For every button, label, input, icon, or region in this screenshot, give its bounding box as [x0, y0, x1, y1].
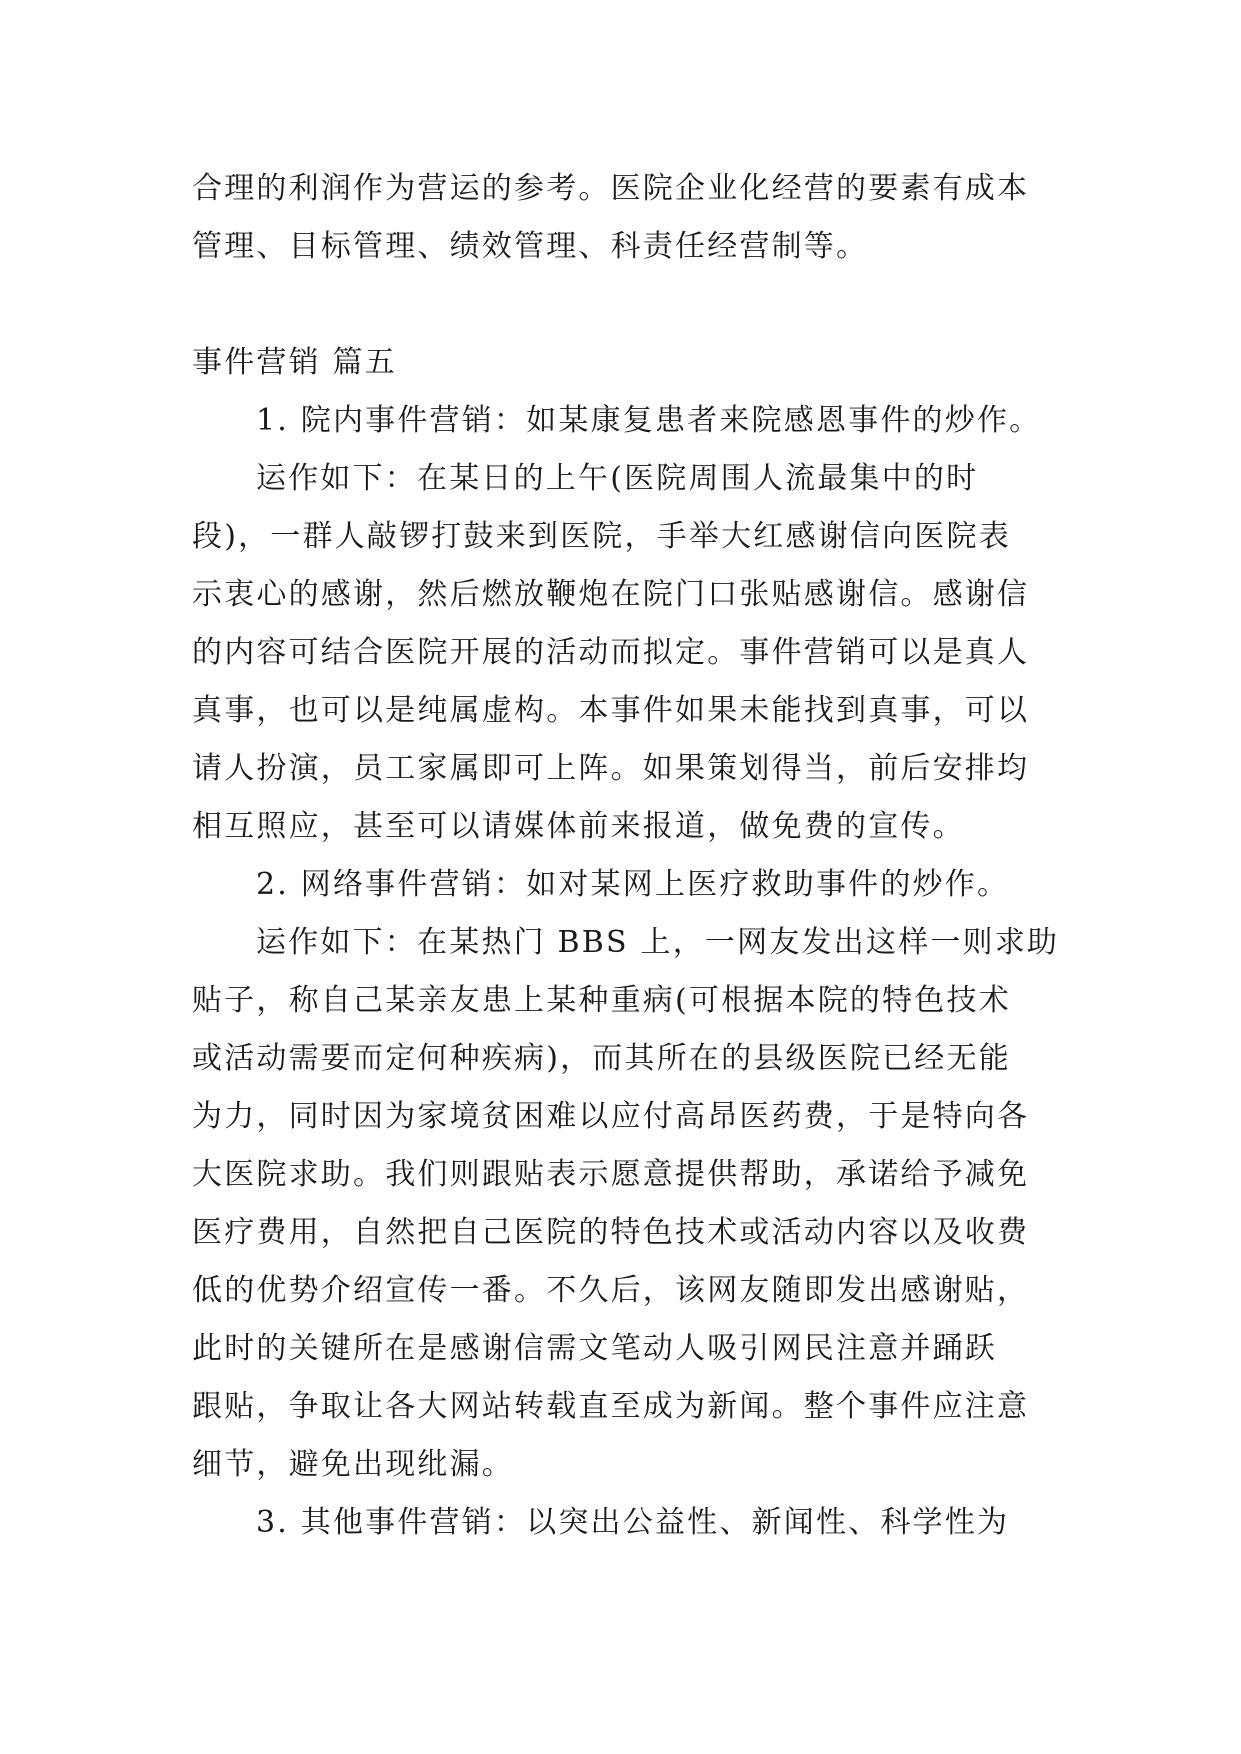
text-line: 真事，也可以是纯属虚构。本事件如果未能找到真事，可以 — [192, 693, 1030, 728]
text-line: 合理的利润作为营运的参考。医院企业化经营的要素有成本 — [192, 171, 1030, 206]
text-line: 跟贴，争取让各大网站转载直至成为新闻。整个事件应注意 — [192, 1389, 1030, 1424]
document-body — [192, 160, 1060, 1552]
item-1-body — [192, 450, 1052, 856]
text-line: 相互照应，甚至可以请媒体前来报道，做免费的宣传。 — [192, 809, 965, 844]
intro-paragraph — [192, 160, 1052, 276]
text-line: 或活动需要而定何种疾病)，而其所在的县级医院已经无能 — [192, 1041, 1011, 1076]
text-line: 此时的关键所在是感谢信需文笔动人吸引网民注意并踊跃 — [192, 1331, 997, 1366]
item-2-body — [192, 914, 1060, 1494]
text-line: 管理、目标管理、绩效管理、科责任经营制等。 — [192, 229, 869, 264]
text-line: 的内容可结合医院开展的活动而拟定。事件营销可以是真人 — [192, 635, 1030, 670]
text-line: 大医院求助。我们则跟贴表示愿意提供帮助，承诺给予减免 — [192, 1157, 1030, 1192]
text-line: 运作如下：在某日的上午(医院周围人流最集中的时 — [256, 461, 979, 496]
text-line: 为力，同时因为家境贫困难以应付高昂医药费，于是特向各 — [192, 1099, 1030, 1134]
section-heading: 事件营销 篇五 — [192, 345, 397, 380]
item-1-title: 1. 院内事件营销：如某康复患者来院感恩事件的炒作。 — [256, 403, 1042, 438]
text-line: 段)，一群人敲锣打鼓来到医院，手举大红感谢信向医院表 — [192, 519, 1011, 554]
text-line: 医疗费用，自然把自己医院的特色技术或活动内容以及收费 — [192, 1215, 1030, 1250]
text-line: 细节，避免出现纰漏。 — [192, 1447, 514, 1482]
text-line: 运作如下：在某热门 BBS 上，一网友发出这样一则求助 — [256, 925, 1060, 960]
paragraph-spacer — [192, 276, 1052, 334]
text-line: 贴子，称自己某亲友患上某种重病(可根据本院的特色技术 — [192, 983, 1011, 1018]
item-2-title: 2. 网络事件营销：如对某网上医疗救助事件的炒作。 — [256, 867, 1010, 902]
item-3-title: 3. 其他事件营销：以突出公益性、新闻性、科学性为 — [256, 1505, 1010, 1540]
text-line: 低的优势介绍宣传一番。不久后，该网友随即发出感谢贴， — [192, 1273, 1030, 1308]
text-line: 请人扮演，员工家属即可上阵。如果策划得当，前后安排均 — [192, 751, 1030, 786]
text-line: 示衷心的感谢，然后燃放鞭炮在院门口张贴感谢信。感谢信 — [192, 577, 1030, 612]
